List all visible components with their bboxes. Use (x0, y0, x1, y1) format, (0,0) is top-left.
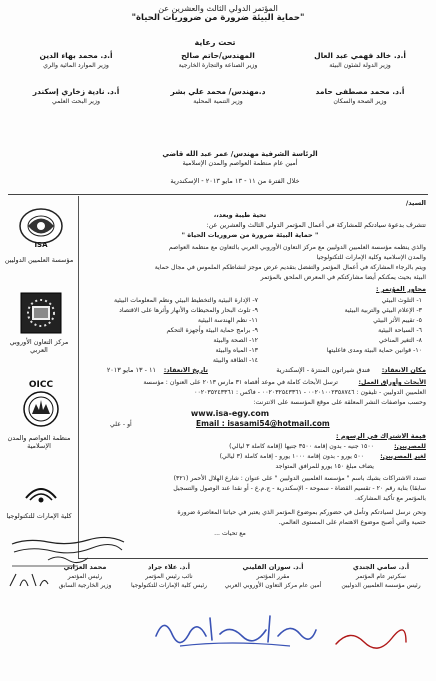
payment-line: سابقا) بناية رقم ٢٠ - تقسيم القضاة - سموحة - الإسكندرية - ج.م.ع - أو نقدا عند الوصول والتسجيل (173, 485, 426, 492)
invitation-theme: " حماية البيئة ضرورة من ضروريات الحياة " (181, 231, 319, 239)
handwritten-red-mark (330, 624, 410, 654)
header-divider (8, 194, 428, 195)
contact-address: العلميين الدوليين - تليفون : ٠٠٢٠١٠٠٢٣٥٨٧٤٦ - ٠٠٢٠٣٢٥٤٣٣٦١ - فاكس : ٠٠٢٠٣٥٢٤٣٣٦١ (194, 389, 426, 396)
handwritten-date (6, 568, 50, 594)
papers-text: ترسل الأبحاث كاملة في موعد أقصاه ٣١ مارس ٢٠١٣ على العنوان : مؤسسة (143, 379, 338, 386)
patron-role: وزير البحث العلمي (52, 98, 100, 105)
fee-foreign-label: لغير المصريين: (380, 453, 426, 460)
conference-name: المؤتمر الدولي الثالث والعشرين عن (158, 4, 278, 13)
invitation-line: البيئة بحيث يمكنكم أيضا مشاركتكم في المعرض الملحق بالمؤتمر (260, 274, 426, 281)
website-link[interactable]: www.isa-egy.com (190, 409, 270, 418)
signature-role: سكرتير عام المؤتمر (356, 573, 406, 580)
signature-role: مقرر المؤتمر (256, 573, 290, 580)
handwritten-blue-signature (150, 606, 320, 650)
sidebar-divider (78, 196, 79, 558)
isa-logo-caption: مؤسسة العلميين الدوليين (4, 256, 74, 264)
handwritten-note-top (8, 536, 128, 572)
signature-name: أ.د. سامي الجندي (352, 563, 410, 571)
body-divider (78, 558, 428, 559)
signature-role: أمين عام مركز التعاون الأوروبي العربي (224, 582, 322, 589)
axes-title: محاور المؤتمر : (375, 285, 426, 293)
fee-egypt: ١٥٠٠ جنيه - بدون إقامة ٣٥٠٠ جنيها (إقامة كاملة ٣ ليالي) (229, 443, 374, 450)
payment-line: بالمؤتمر مع تأكيد المشاركة. (355, 495, 426, 502)
email-link[interactable]: Email : isasami54@hotmail.com (196, 419, 330, 428)
salutation: السيد/ (405, 199, 426, 207)
venue-value: فندق شيراتون المنتزة - الإسكندرية (276, 366, 370, 374)
axis-item: ١٤- الطاقة والبيئة (212, 357, 258, 364)
axis-item: ٥- تقييم الأثر البيئي (373, 317, 422, 324)
patron-role: وزير التنمية المحلية (193, 98, 243, 105)
patron-role: وزير الصحة والسكان (333, 98, 387, 105)
patron-name: المهندس/حاتم صالح (181, 51, 255, 60)
svg-text:OICC: OICC (28, 380, 54, 390)
emirates-college-logo (24, 484, 58, 504)
conference-dates: خلال الفترة من ١١ - ١٣ مايو ٢٠١٣ - الإسكندرية (170, 177, 300, 185)
invitation-line: والذي ينظمه مؤسسة العلميين الدوليين مع مركز التعاون الأوروبي العربي بالتعاون مع منظمة العواصم (168, 244, 426, 251)
papers-label: الأبحاث وأوراق العمل: (358, 379, 426, 386)
eu-arab-logo-caption: مركز التعاون الأوروبي العربي (9, 338, 69, 355)
patron-name: أ.د. خالد فهمي عبد العال (314, 51, 406, 60)
axis-item: ١٢- الصحة والبيئة (213, 337, 258, 344)
axis-item: ١١- نظم الهندسة البيئية (197, 317, 258, 324)
patron-role: وزير الموارد المائية والري (43, 62, 109, 69)
emirates-college-caption: كلية الإمارات للتكنولوجيا (6, 512, 72, 520)
greeting: تحية طيبة وبعد،، (213, 211, 267, 219)
honorary-chair-name: الرئاسة الشرفية مهندس/ عمر عبد الله قاضي (162, 150, 318, 158)
oicc-logo (14, 378, 68, 428)
closing-regards: مع تحيات ... (214, 530, 246, 537)
patron-role: وزير الصناعة والتجارة الخارجية (178, 62, 258, 69)
signature-name: محمد العرابي (63, 563, 107, 571)
fee-foreign: ٥٠٠ يورو - بدون إقامة ١٠٠٠ يورو - إقامة كاملة (٣ ليالي) (219, 453, 364, 460)
signature-role: رئيس المؤتمر (67, 573, 103, 580)
closing-line: ونحن نرسل لسيادتكم وتأمل في حضوركم بموضوع المؤتمر الذي يعتبر في حياتنا المعاصرة ضرورة (177, 509, 426, 516)
date-label: تاريخ الانعقاد: (163, 366, 208, 374)
invitation-line: تتشرف بدعوة سيادتكم للمشاركة في أعمال المؤتمر الدولي الثالث والعشرين عن: (206, 221, 426, 229)
or-text: أو - علي (110, 421, 132, 428)
signature-name: أ.د. سوزان القليني (242, 563, 304, 571)
patron-name: د.مهندس/ محمد علي بشر (170, 87, 266, 96)
fee-egypt-label: للمصريين: (394, 443, 426, 450)
closing-line: حتمية والتي أصبح موضوع الاهتمام على المستوى العالمي. (278, 519, 426, 526)
axis-item: ٧- الإدارة البيئية والتخطيط البيئي ونظم المعلومات البيئية (113, 297, 258, 304)
patron-name: أ.د. محمد بهاء الدين (39, 51, 113, 60)
patron-name: أ.د. نادية زخاري إسكندر (32, 87, 120, 96)
venue-label: مكان الانعقاد: (381, 366, 426, 374)
axis-item: ٩- تلوث البحار والمحيطات والأنهار وأثرها على الاقتصاد (119, 307, 258, 314)
invitation-line: والمدن الإسلامية وكلية الإمارات للتكنولوجيا (316, 254, 426, 261)
payment-line: تسدد الاشتراكات بشيك باسم " مؤسسة العلميين الدوليين " على عنوان : شارع الهلال الأحمر (٣٢١) (173, 475, 426, 482)
signature-role: رئيس مؤسسة العلميين الدوليين (341, 582, 421, 589)
patron-name: أ.د. محمد مصطفى حامد (315, 87, 405, 96)
signature-role: رئيس كلية الإمارات للتكنولوجيا (130, 582, 208, 589)
axis-item: ١- التلوث البيئي (381, 297, 422, 304)
axis-item: ٣- الإعلام البيئي والتربية البيئية (344, 307, 422, 314)
signature-role: نائب رئيس المؤتمر (145, 573, 193, 580)
contact-line: وحسب مواصفات النشر المعلقة على موقع المؤسسة على الانترنت: (253, 399, 426, 406)
conference-theme: "حماية البيئة ضرورة من ضروريات الحياة" (131, 13, 305, 23)
fees-title: قيمة الاشتراك في الرسوم : (336, 432, 426, 440)
date-value: ١١ - ١٣ مايو ٢٠١٣ (106, 366, 156, 374)
axis-item: ٩- برامج حماية البيئة وأجهزة التحكم (166, 327, 258, 334)
patron-role: وزير الدولة لشئون البيئة (329, 62, 391, 69)
eu-arab-logo (20, 292, 62, 334)
invitation-line: ويتم بالرجاء المشاركة في أعمال المؤتمر والتفضل بتقديم عرض موجز لنشاطكم الملموس في مجال حماية (154, 264, 426, 271)
signature-role: وزير الخارجية السابق (58, 582, 112, 589)
axis-item: ١٠- قوانين حماية البيئة ومدى فاعليتها (326, 347, 422, 354)
patronage-title: تحت رعاية (194, 38, 236, 47)
oicc-logo-caption: منظمة العواصم والمدن الإسلامية (7, 434, 71, 451)
signature-name: أ.د. علاء جراد (147, 563, 191, 571)
axis-item: ٦- السياحة البيئية (378, 327, 422, 334)
svg-text:ISA: ISA (34, 241, 48, 248)
fee-note: يضاف مبلغ ١٥٠ يورو للمرافق المتواجد (275, 463, 374, 470)
axis-item: ٨- التغير المناخي (378, 337, 422, 344)
axis-item: ١٣- المياه والبيئة (215, 347, 258, 354)
honorary-chair-role: أمين عام منظمة العواصم والمدن الإسلامية (182, 159, 298, 167)
isa-logo (18, 206, 64, 248)
